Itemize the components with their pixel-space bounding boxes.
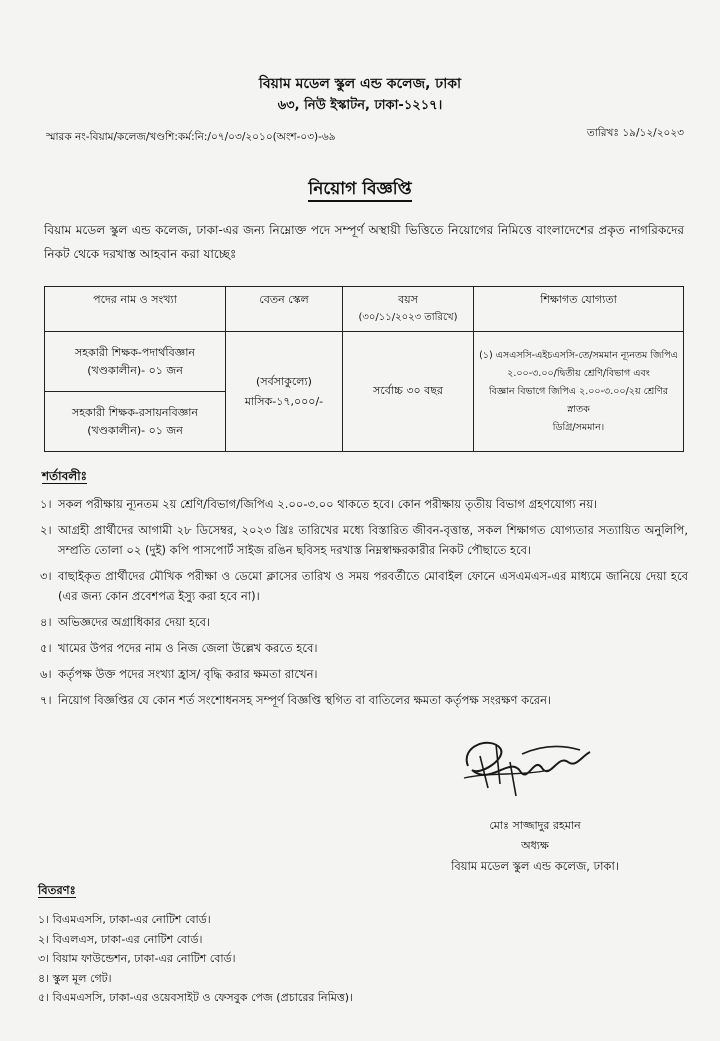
list-item <box>40 494 688 514</box>
term-number: ৭। <box>40 693 52 707</box>
handwritten-signature <box>450 726 600 806</box>
qualification-line: বিজ্ঞান বিভাগে জিপিএ ২.০০-৩.০০/২য় শ্রেণির স্নাতক <box>488 385 669 415</box>
header-age <box>343 287 474 332</box>
term-text: অভিজ্ঞদের অগ্রাধিকার দেয়া হবে। <box>58 615 211 629</box>
term-number: ৪। <box>40 615 52 629</box>
qualification-cell <box>474 332 684 452</box>
signatory-designation: অধ্যক্ষ <box>521 839 549 852</box>
institution-address: ৬৩, নিউ ইস্কাটন, ঢাকা-১২১৭। <box>277 98 443 113</box>
terms-heading <box>42 468 87 488</box>
notice-date: তারিখঃ ১৯/১২/২০২৩ <box>586 127 684 139</box>
signatory-name: মোঃ সাজ্জাদুর রহমান <box>489 819 581 832</box>
pay-note: (সর্বসাকুল্যে) <box>256 374 312 388</box>
qualification-line: ডিগ্রি/সমমান। <box>552 421 605 433</box>
header-pay: বেতন স্কেল <box>226 287 343 332</box>
terms-heading-text: শর্তাবলীঃ <box>42 469 88 483</box>
terms-list <box>40 494 688 716</box>
term-number: ১। <box>40 497 52 511</box>
list-item <box>40 664 688 684</box>
table-header-row <box>45 287 684 332</box>
list-item <box>40 638 688 658</box>
term-number: ২। <box>40 523 52 537</box>
term-text: খামের উপর পদের নাম ও নিজ জেলা উল্লেখ করতে হবে। <box>58 641 318 655</box>
intro-paragraph: বিয়াম মডেল স্কুল এন্ড কলেজ, ঢাকা-এর জন্য নিম্নোক্ত পদে সম্পূর্ণ অস্থায়ী ভিত্তিতে নিয়োগের নিমিত্তে বাংলাদেশের প্রকৃত নাগরিকদের নিকট থেকে দরখাস্ত আহবান করা যাচ্ছেঃ <box>44 223 684 261</box>
header-age-sub: (৩০/১১/২০২৩ তারিখে) <box>358 312 458 323</box>
table-row <box>45 332 684 392</box>
distribution-list <box>38 910 353 1008</box>
term-number: ৩। <box>40 569 52 583</box>
post-cell <box>45 332 226 392</box>
post-count: (খণ্ডকালীন)- ০১ জন <box>87 423 183 437</box>
header-age-label: বয়স <box>398 293 418 306</box>
institution-name: বিয়াম মডেল স্কুল এন্ড কলেজ, ঢাকা <box>258 76 462 92</box>
post-name: সহকারী শিক্ষক-রসায়নবিজ্ঞান <box>72 405 198 419</box>
term-number: ৬। <box>40 667 52 681</box>
header-qualification: শিক্ষাগত যোগ্যতা <box>474 287 684 332</box>
term-text: সকল পরীক্ষায় ন্যূনতম ২য় শ্রেণি/বিভাগ/জিপিএ ২.০০-৩.০০ থাকতে হবে। কোন পরীক্ষায় তৃতীয় বিভাগ গ্রহণযোগ্য নয়। <box>58 497 598 511</box>
pay-cell <box>226 332 343 452</box>
term-text: নিয়োগ বিজ্ঞপ্তির যে কোন শর্ত সংশোধনসহ সম্পূর্ণ বিজ্ঞপ্তি স্থগিত বা বাতিলের ক্ষমতা কর্তৃপক্ষ সংরক্ষণ করেন। <box>58 693 552 707</box>
qualification-line: (১) এসএসসি-এইচএসসি-তে/সমমান ন্যূনতম জিপিএ <box>479 349 678 361</box>
list-item: ২। বিএলএস, ঢাকা-এর নোটিশ বোর্ড। <box>38 932 203 946</box>
list-item <box>40 690 688 710</box>
list-item: ৫। বিএমএসসি, ঢাকা-এর ওয়েবসাইট ও ফেসবুক পেজ (প্রচারের নিমিত্ত)। <box>38 991 353 1004</box>
qualification-line: ২.০০-৩.০০/দ্বিতীয় শ্রেণি/বিভাগ এবং <box>507 367 650 379</box>
list-item <box>40 612 688 632</box>
vacancy-table <box>44 286 684 452</box>
list-item: ১। বিএমএসসি, ঢাকা-এর নোটিশ বোর্ড। <box>38 913 211 926</box>
signature-block <box>420 816 650 876</box>
term-number: ৫। <box>40 641 52 655</box>
term-text: কর্তৃপক্ষ উক্ত পদের সংখ্যা হ্রাস/ বৃদ্ধি করার ক্ষমতা রাখেন। <box>58 667 318 681</box>
pay-amount: মাসিক-১৭,০০০/- <box>244 394 324 408</box>
signatory-institution: বিয়াম মডেল স্কুল এন্ড কলেজ, ঢাকা। <box>451 859 619 873</box>
post-count: (খণ্ডকালীন)- ০১ জন <box>87 363 183 377</box>
header-post: পদের নাম ও সংখ্যা <box>45 287 226 332</box>
list-item <box>40 566 688 606</box>
post-cell <box>45 392 226 452</box>
memo-number: স্মারক নং-বিয়াম/কলেজ/খণ্ডশি:কর্ম:নি:/০৭/০৩/২০১০(অংশ-০৩)-৬৯ <box>46 131 336 143</box>
term-text: আগ্রহী প্রার্থীদের আগামী ২৮ ডিসেম্বর, ২০২৩ খ্রিঃ তারিখের মধ্যে বিস্তারিত জীবন-বৃত্তান্ত, সকল শিক্ষাগত যোগ্যতার সত্যায়িত অনুলিপি, সম্প্রতি তোলা ০২ (দুই) কপি পাসপোর্ট সাইজ রঙিন ছবিসহ দরখাস্ত নিম্নস্বাক্ষরকারীর নিকট পৌছাতে হবে। <box>58 523 688 557</box>
list-item: ৪। স্কুল মূল গেট। <box>38 971 112 985</box>
notice-title-text: নিয়োগ বিজ্ঞপ্তি <box>308 179 411 202</box>
distribution-heading <box>38 882 76 901</box>
term-text: বাছাইকৃত প্রার্থীদের মৌখিক পরীক্ষা ও ডেমো ক্লাসের তারিখ ও সময় পরবর্তীতে মোবাইল ফোনে এসএমএস-এর মাধ্যমে জানিয়ে দেয়া হবে (এর জন্য কোন প্রবেশপত্র ইস্যু করা হবে না)। <box>58 569 688 603</box>
list-item: ৩। বিয়াম ফাউন্ডেশন, ঢাকা-এর নোটিশ বোর্ড। <box>38 952 236 965</box>
post-name: সহকারী শিক্ষক-পদার্থবিজ্ঞান <box>75 345 195 359</box>
distribution-heading-text: বিতরণঃ <box>38 883 76 897</box>
age-cell: সর্বোচ্চ ৩০ বছর <box>343 332 474 452</box>
notice-title <box>0 176 720 204</box>
list-item <box>40 520 688 560</box>
